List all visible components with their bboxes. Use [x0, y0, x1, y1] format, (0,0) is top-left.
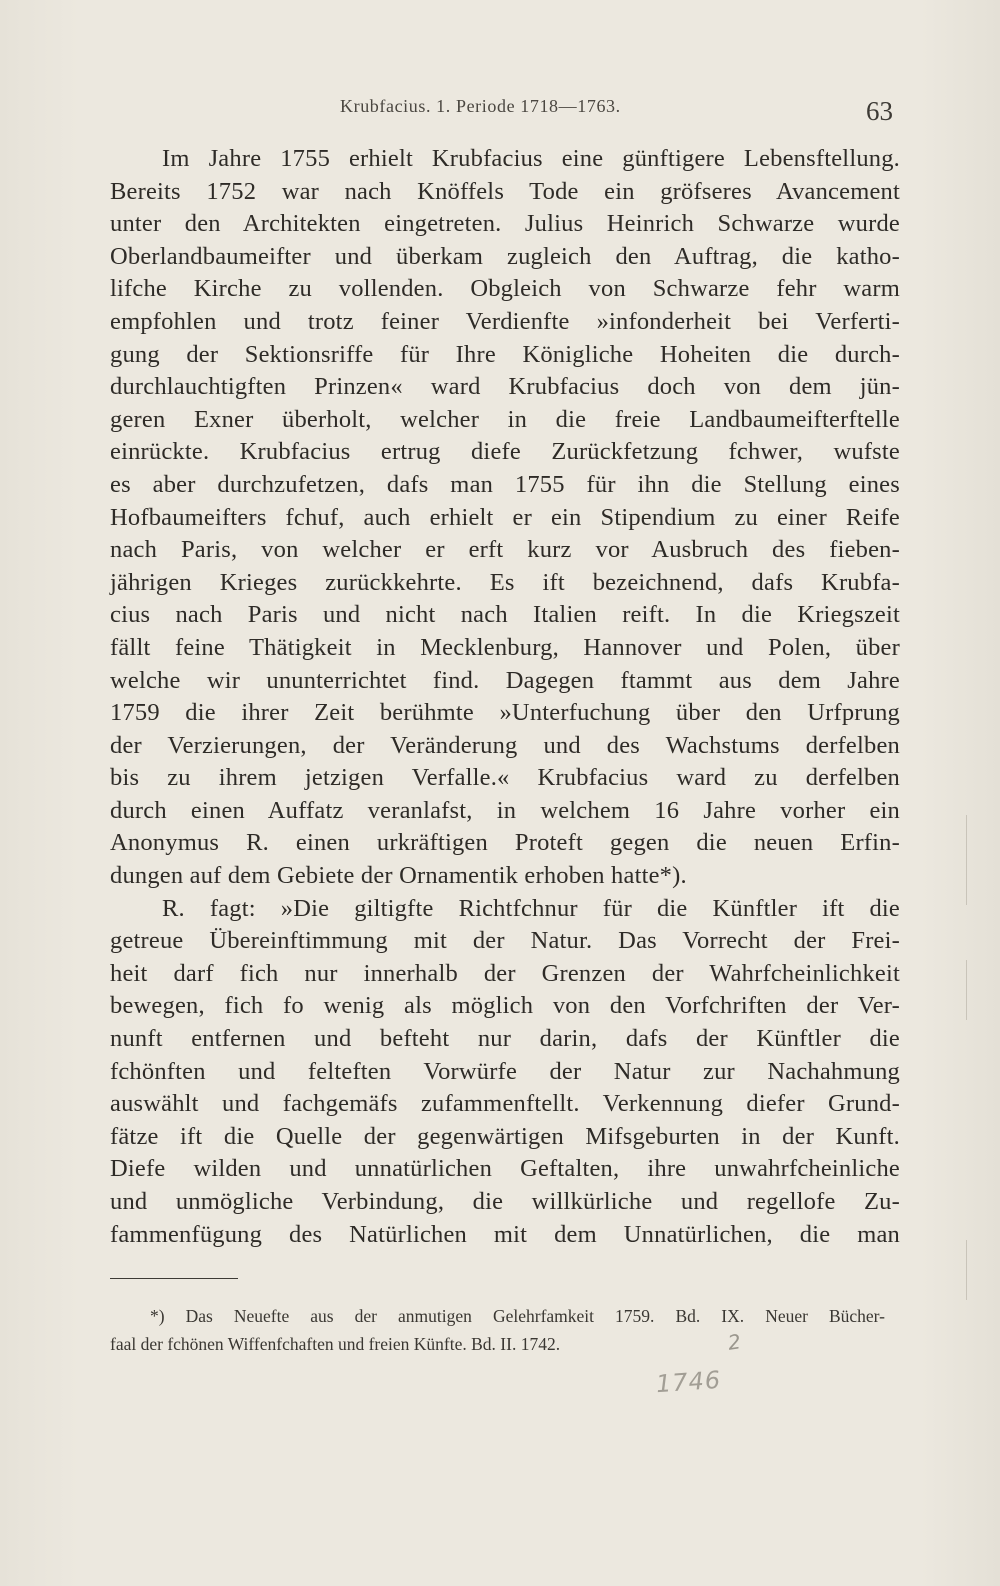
- text-line: Bereits 1752 war nach Knöffels Tode ein gröfseres Avancement: [110, 177, 900, 205]
- text-line: welche wir ununterrichtet find. Dagegen ftammt aus dem Jahre: [110, 666, 900, 694]
- footnote-line: *) Das Neuefte aus der anmutigen Gelehrfamkeit 1759. Bd. IX. Neuer Bücher-: [150, 1306, 885, 1326]
- page-edge-mark: [966, 815, 967, 905]
- text-line: dungen auf dem Gebiete der Ornamentik erhoben hatte*).: [110, 862, 687, 890]
- text-line: Oberlandbaumeifter und überkam zugleich den Auftrag, die katho-: [110, 242, 900, 270]
- text-line: heit darf fich nur innerhalb der Grenzen der Wahrfcheinlichkeit: [110, 959, 900, 987]
- footnote-line: faal der fchönen Wiffenfchaften und freien Künfte. Bd. II. 1742.: [110, 1334, 561, 1354]
- text-line: unter den Architekten eingetreten. Julius Heinrich Schwarze wurde: [110, 210, 900, 238]
- text-line: R. fagt: »Die giltigfte Richtfchnur für die Künftler ift die: [162, 894, 900, 922]
- running-head: Krubfacius. 1. Periode 1718—1763.: [340, 96, 621, 116]
- page-edge-mark: [966, 1240, 967, 1300]
- text-line: fätze ift die Quelle der gegenwärtigen Mifsgeburten in der Kunft.: [110, 1122, 900, 1150]
- text-line: Hofbaumeifters fchuf, auch erhielt er ein Stipendium zu einer Reife: [110, 503, 900, 531]
- text-line: bis zu ihrem jetzigen Verfalle.« Krubfacius ward zu derfelben: [110, 764, 900, 792]
- text-line: Anonymus R. einen urkräftigen Proteft gegen die neuen Erfin-: [110, 829, 900, 857]
- body-text: [110, 143, 900, 1251]
- text-line: Im Jahre 1755 erhielt Krubfacius eine günftigere Lebensftellung.: [162, 145, 900, 172]
- text-line: geren Exner überholt, welcher in die freie Landbaumeifterftelle: [110, 405, 900, 433]
- text-line: empfohlen und trotz feiner Verdienfte »infonderheit bei Verferti-: [110, 307, 900, 335]
- text-line: cius nach Paris und nicht nach Italien reift. In die Kriegszeit: [110, 601, 900, 629]
- text-line: gung der Sektionsriffe für Ihre Königliche Hoheiten die durch-: [110, 340, 900, 368]
- footnote-divider: [110, 1278, 238, 1279]
- page-number: 63: [866, 96, 893, 126]
- text-line: 1759 die ihrer Zeit berühmte »Unterfuchung über den Urfprung: [110, 699, 900, 727]
- text-line: getreue Übereinftimmung mit der Natur. Das Vorrecht der Frei-: [110, 927, 900, 955]
- footnote: [110, 1302, 885, 1358]
- text-line: lifche Kirche zu vollenden. Obgleich von Schwarze fehr warm: [110, 275, 900, 303]
- text-line: nunft entfernen und befteht nur darin, dafs der Künftler die: [110, 1025, 900, 1053]
- page-edge-mark: [966, 960, 967, 1020]
- text-line: auswählt und fachgemäfs zufammenftellt. Verkennung diefer Grund-: [110, 1090, 900, 1118]
- text-line: durchlauchtigften Prinzen« ward Krubfacius doch von dem jün-: [110, 373, 900, 401]
- text-line: fchönften und felteften Vorwürfe der Natur zur Nachahmung: [110, 1057, 900, 1085]
- text-line: es aber durchzufetzen, dafs man 1755 für ihn die Stellung eines: [110, 470, 900, 498]
- text-line: Diefe wilden und unnatürlichen Geftalten, ihre unwahrfcheinliche: [110, 1155, 900, 1183]
- text-line: einrückte. Krubfacius ertrug diefe Zurückfetzung fchwer, wufste: [110, 438, 900, 466]
- text-line: der Verzierungen, der Veränderung und des Wachstums derfelben: [110, 731, 900, 759]
- text-line: und unmögliche Verbindung, die willkürliche und regellofe Zu-: [110, 1188, 900, 1215]
- pencil-annotation-year: 1746: [655, 1365, 722, 1399]
- text-line: fammenfügung des Natürlichen mit dem Unnatürlichen, die man: [110, 1220, 900, 1248]
- text-line: nach Paris, von welcher er erft kurz vor Ausbruch des fieben-: [110, 536, 900, 564]
- text-line: durch einen Auffatz veranlafst, in welchem 16 Jahre vorher ein: [110, 796, 900, 824]
- text-line: bewegen, fich fo wenig als möglich von den Vorfchriften der Ver-: [110, 992, 900, 1020]
- text-line: jährigen Krieges zurückkehrte. Es ift bezeichnend, dafs Krubfa-: [110, 568, 900, 596]
- pencil-annotation: 2: [726, 1329, 743, 1355]
- text-line: fällt feine Thätigkeit in Mecklenburg, Hannover und Polen, über: [110, 633, 900, 661]
